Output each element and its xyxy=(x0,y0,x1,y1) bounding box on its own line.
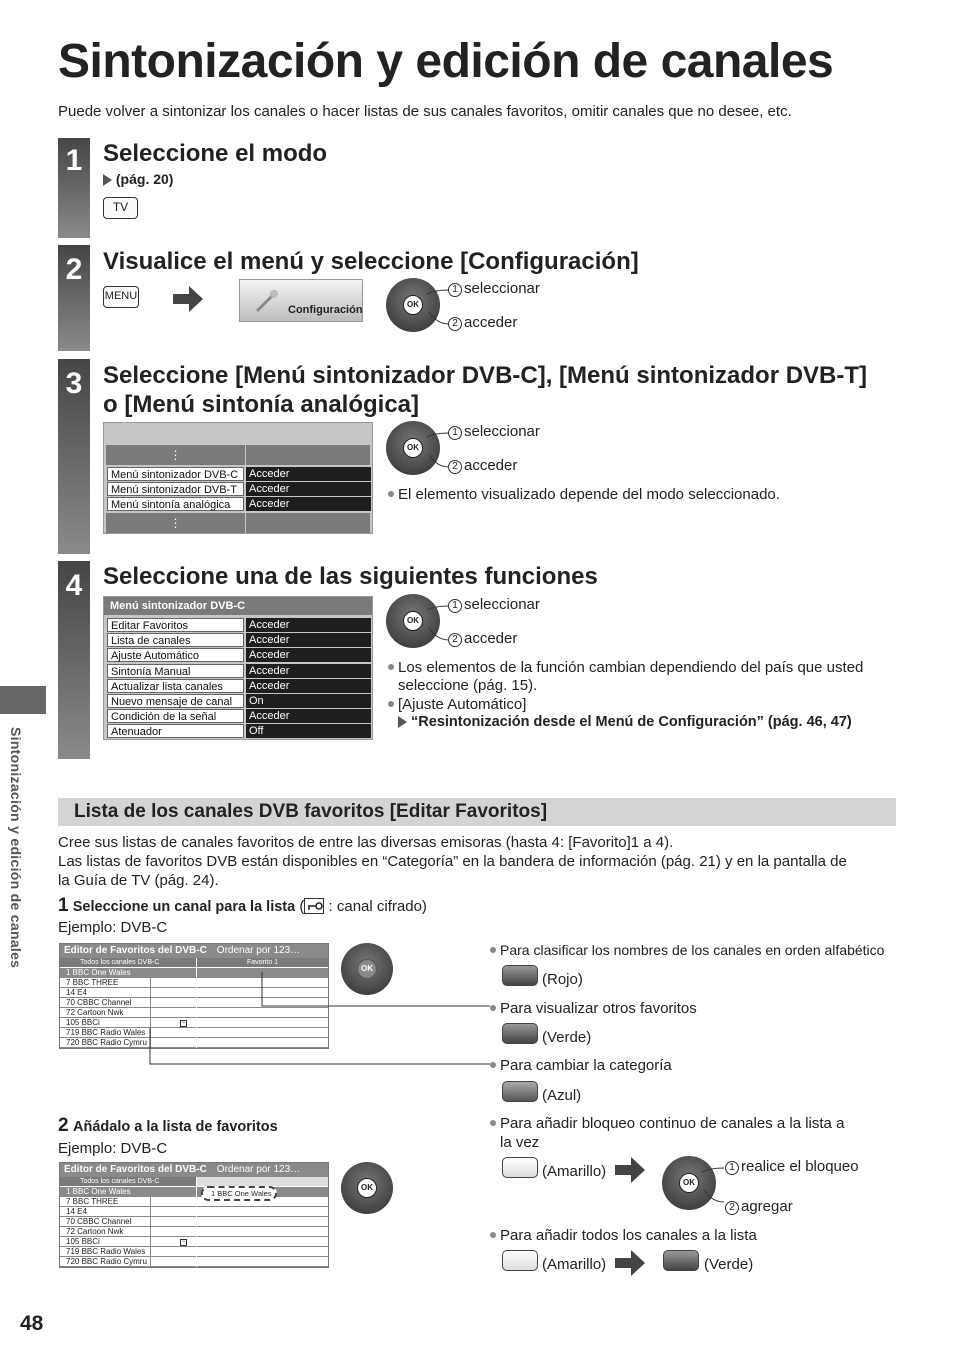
nav-select-text: 1 seleccionar xyxy=(448,596,540,613)
big-arrow-icon xyxy=(173,286,203,312)
table-row[interactable]: 719 BBC Radio Wales xyxy=(60,1028,196,1038)
big-arrow-icon xyxy=(615,1250,645,1276)
green-button-icon xyxy=(502,1023,538,1044)
table-row[interactable]: 70 CBBC Channel xyxy=(60,998,196,1008)
configuracion-label: Configuración xyxy=(288,304,363,316)
example-label-2: Ejemplo: DVB-C xyxy=(58,1140,168,1157)
tip-2-color: (Verde) xyxy=(542,1029,592,1046)
intro-text: Puede volver a sintonizar los canales o hacer listas de sus canales favoritos, omitir canales que no desee, etc. xyxy=(58,103,792,120)
favorite-slot[interactable] xyxy=(197,1237,328,1247)
step-1-heading: Seleccione el modo xyxy=(103,140,328,167)
substep-1: 1 Seleccione un canal para la lista ( : canal cifrado) xyxy=(58,895,427,916)
table-row[interactable]: 719 BBC Radio Wales xyxy=(60,1247,196,1257)
lock-icon: − xyxy=(181,1239,186,1245)
example-label-1: Ejemplo: DVB-C xyxy=(58,919,168,936)
tip-1-color: (Rojo) xyxy=(542,971,583,988)
section-p2-line2: la Guía de TV (pág. 24). xyxy=(58,872,219,889)
step-4-note-1b: seleccione (pág. 15). xyxy=(398,677,538,694)
favorite-slot[interactable] xyxy=(197,1207,328,1217)
step-3-heading-line1: Seleccione [Menú sintonizador DVB-C], [Menú sintonizador DVB-T] xyxy=(103,362,868,389)
tip-1: Para clasificar los nombres de los canales en orden alfabético xyxy=(490,942,884,958)
tip-4-line2: la vez xyxy=(500,1134,540,1151)
favorite-added-item[interactable]: 1 BBC One Wales xyxy=(201,1186,277,1201)
section-p2-line1: Las listas de favoritos DVB están disponibles en “Categoría” en la bandera de información (pág. 21) y en la pantalla de xyxy=(58,853,847,870)
tip-5-color-1: (Amarillo) xyxy=(542,1256,607,1273)
step-4-note-3: “Resintonización desde el Menú de Configuración” (pág. 46, 47) xyxy=(398,714,852,730)
favorites-editor-2: Editor de Favoritos del DVB-C Ordenar por 123… Todos los canales DVB-C 1 BBC One Wales 7 BBC THREE 14 E4 70 CBBC Channel 72 Cartoon Nwk 105 BBCi 719 BBC Radio Wales 720 BBC Radio Cymru − 1 BBC One Wales xyxy=(59,1162,329,1268)
section-heading: Lista de los canales DVB favoritos [Editar Favoritos] xyxy=(58,798,896,826)
favorite-slot[interactable] xyxy=(197,1247,328,1257)
menu-key: MENU xyxy=(103,286,139,308)
tip-leader-lines xyxy=(140,960,500,1070)
tip-4: Para añadir bloqueo continuo de canales a la lista a xyxy=(490,1115,844,1132)
bullet-icon xyxy=(388,664,394,670)
tip-5: Para añadir todos los canales a la lista xyxy=(490,1227,757,1244)
sidebar-tab xyxy=(0,686,46,714)
tv-key: TV xyxy=(103,197,138,219)
favorite-slot[interactable] xyxy=(197,1257,328,1267)
configuracion-menu-icon xyxy=(239,279,363,322)
step-4-note-2: [Ajuste Automático] xyxy=(388,696,526,713)
green-button-icon xyxy=(663,1250,699,1271)
nav-pad-icon: OK xyxy=(386,278,440,332)
bullet-icon xyxy=(490,1062,496,1068)
tip-2: Para visualizar otros favoritos xyxy=(490,1000,697,1017)
favorite-slot[interactable] xyxy=(197,1217,328,1227)
step-4-number: 4 xyxy=(65,569,83,602)
big-arrow-icon xyxy=(615,1157,645,1183)
nav-access-text: 2 acceder xyxy=(448,457,517,474)
table-row[interactable]: 72 Cartoon Nwk xyxy=(60,1008,196,1018)
nav-pad-icon: OK xyxy=(386,594,440,648)
table-row[interactable]: 720 BBC Radio Cymru xyxy=(60,1257,196,1267)
bullet-icon xyxy=(490,1005,496,1011)
lock-icon: − xyxy=(181,1020,186,1026)
step-3-note: El elemento visualizado depende del modo seleccionado. xyxy=(388,486,780,503)
nav-access-text: 2 acceder xyxy=(448,630,517,647)
table-row[interactable]: 14 E4 xyxy=(60,988,196,998)
bullet-icon xyxy=(490,1232,496,1238)
tip-3: Para cambiar la categoría xyxy=(490,1057,672,1074)
nav-pad-icon: OK xyxy=(341,943,393,995)
dvb-c-menu-title: Menú sintonizador DVB-C xyxy=(104,597,372,615)
favorite-slot[interactable] xyxy=(197,1227,328,1237)
blue-button-icon xyxy=(502,1081,538,1102)
step-2-heading: Visualice el menú y seleccione [Configuración] xyxy=(103,248,639,275)
favorites-editor-1: Editor de Favoritos del DVB-C Ordenar por 123… Todos los canales DVB-C Favorito 1 1 BBC One Wales 7 BBC THREE 14 E4 70 CBBC Channel 72 Cartoon Nwk 105 BBCi 719 BBC Radio Wales 720 BBC Radio Cymru − xyxy=(59,943,329,1049)
tip-4-color: (Amarillo) xyxy=(542,1163,607,1180)
section-p1: Cree sus listas de canales favoritos de entre las diversas emisoras (hasta 4: [Favorito]1 a 4). xyxy=(58,834,674,851)
step-3-heading-line2: o [Menú sintonía analógica] xyxy=(103,391,420,418)
step-2-number: 2 xyxy=(65,253,83,286)
table-row[interactable]: 1 BBC One Wales xyxy=(60,1187,196,1197)
table-row[interactable]: 70 CBBC Channel xyxy=(60,1217,196,1227)
tip-3-color: (Azul) xyxy=(542,1087,582,1104)
nav-pad-icon: OK xyxy=(341,1162,393,1214)
table-row[interactable]: 7 BBC THREE xyxy=(60,978,196,988)
table-row[interactable]: 105 BBCi xyxy=(60,1018,196,1028)
key-lock-icon xyxy=(304,898,324,914)
table-row[interactable]: 72 Cartoon Nwk xyxy=(60,1227,196,1237)
nav-select-text: 1 seleccionar xyxy=(448,423,540,440)
nav-pad-icon: OK xyxy=(386,421,440,475)
table-row[interactable]: 720 BBC Radio Cymru xyxy=(60,1038,196,1048)
yellow-button-icon xyxy=(502,1250,538,1271)
table-row[interactable]: 1 BBC One Wales xyxy=(60,968,196,978)
arrow-icon xyxy=(103,174,112,186)
dvb-c-menu: Menú sintonizador DVB-C Editar Favoritos Acceder Lista de canales Acceder Ajuste Automático Acceder Sintonía Manual Acceder Actualizar lista canales Acceder Nuevo mensaje de canal On Condición de la señal Acceder Atenuador Off xyxy=(103,596,373,740)
bullet-icon xyxy=(490,1120,496,1126)
nav-pad-icon: OK xyxy=(662,1156,716,1210)
wrench-icon xyxy=(252,286,282,314)
page-title: Sintonización y edición de canales xyxy=(58,35,834,88)
step-3-menu: ⋮ Menú sintonizador DVB-C Acceder Menú sintonizador DVB-T Acceder Menú sintonía analógica Acceder ⋮ xyxy=(103,422,373,534)
bullet-icon xyxy=(490,947,496,953)
table-row[interactable]: 14 E4 xyxy=(60,1207,196,1217)
tip-4-step-1: 1 realice el bloqueo xyxy=(725,1158,859,1175)
red-button-icon xyxy=(502,965,538,986)
step-3-number: 3 xyxy=(65,367,83,400)
step-1-ref: (pág. 20) xyxy=(103,171,173,187)
substep-2: 2 Añádalo a la lista de favoritos xyxy=(58,1115,278,1136)
bullet-icon xyxy=(388,491,394,497)
arrow-icon xyxy=(398,716,407,728)
step-4-note-1: Los elementos de la función cambian dependiendo del país que usted xyxy=(388,659,863,676)
yellow-button-icon xyxy=(502,1157,538,1178)
step-1-number: 1 xyxy=(65,144,83,177)
tip-5-color-2: (Verde) xyxy=(704,1256,754,1273)
nav-access-text: 2 acceder xyxy=(448,314,517,331)
bullet-icon xyxy=(388,701,394,707)
page-number: 48 xyxy=(20,1312,44,1335)
step-4-heading: Seleccione una de las siguientes funciones xyxy=(103,563,598,590)
tip-4-step-2: 2 agregar xyxy=(725,1198,793,1215)
table-row[interactable]: 7 BBC THREE xyxy=(60,1197,196,1207)
table-row[interactable]: 105 BBCi xyxy=(60,1237,196,1247)
nav-select-text: 1 seleccionar xyxy=(448,280,540,297)
sidebar-text: Sintonización y edición de canales xyxy=(8,727,24,969)
